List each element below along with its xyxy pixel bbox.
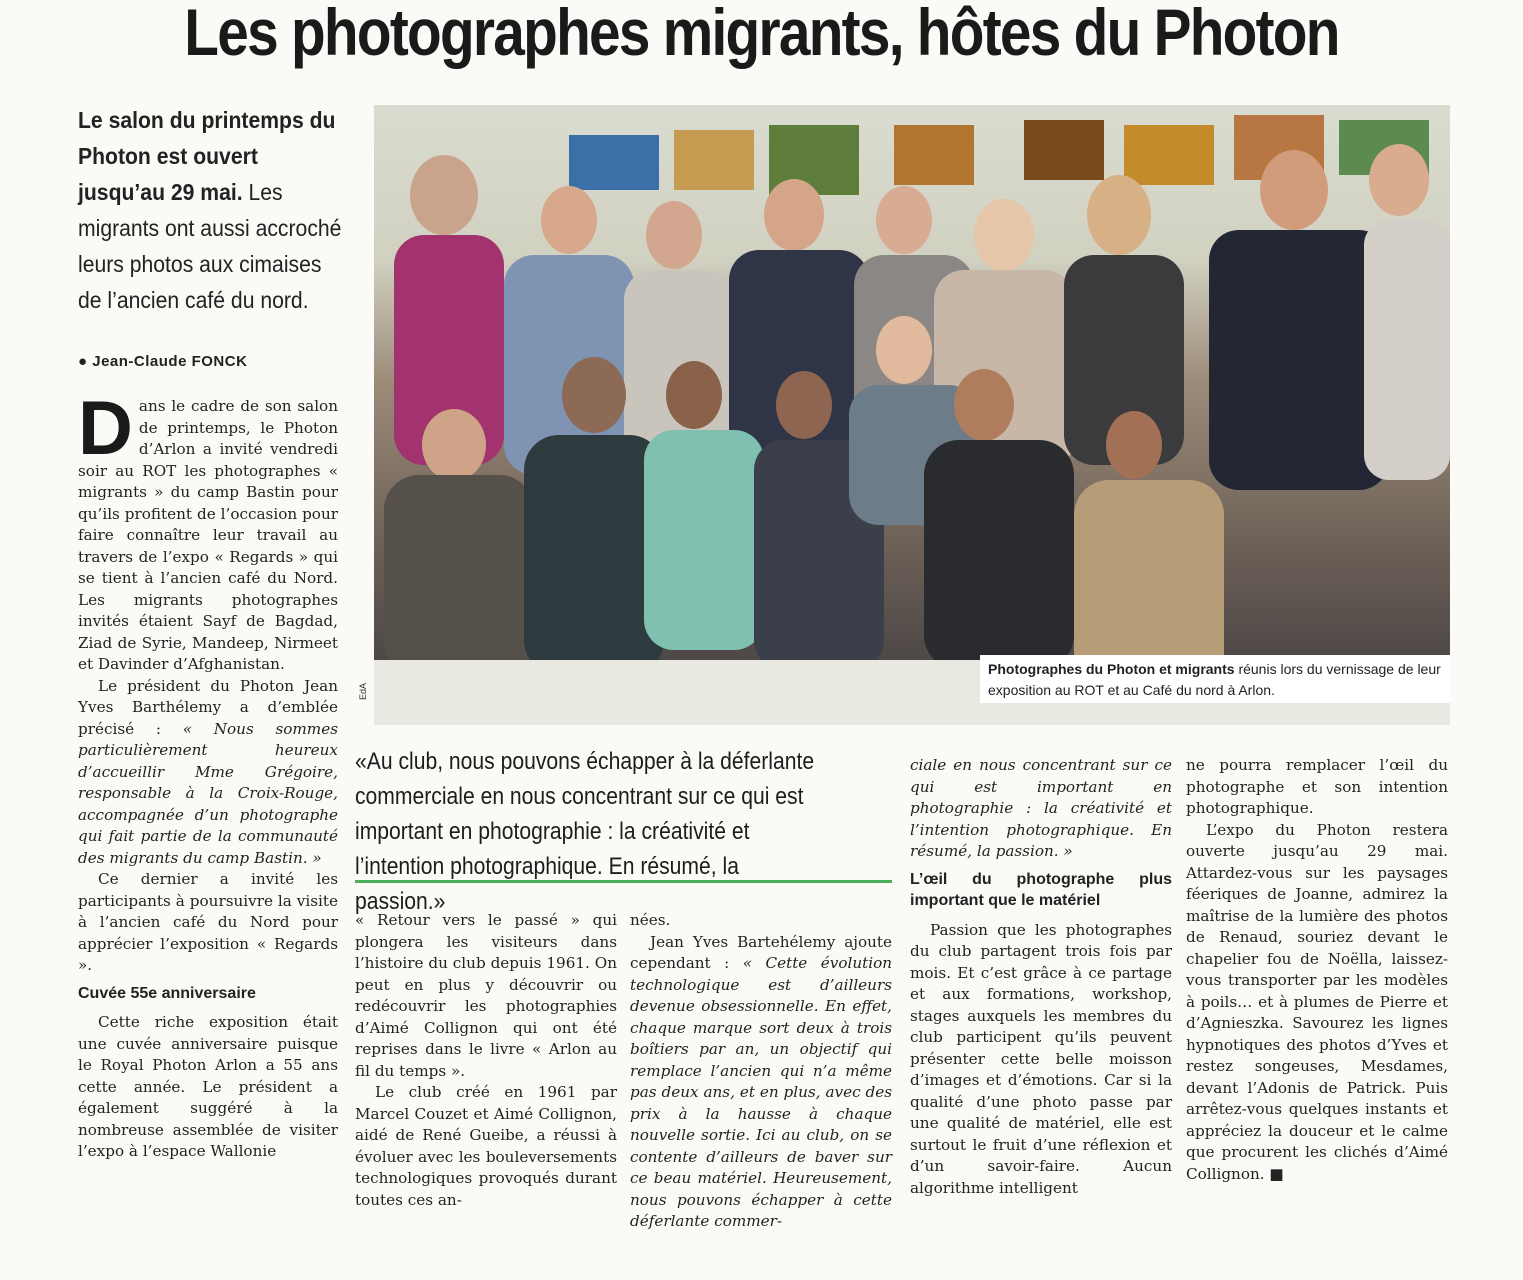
caption-text: réunis lors du vernissage de leur exposition au ROT et au Café du nord à Arlon. — [988, 661, 1441, 698]
column-1 — [78, 386, 338, 1163]
byline: ● Jean-Claude FONCK — [78, 353, 248, 370]
lead-text: Les migrants ont aussi accroché leurs photos aux cimaises de l’ancien café du nord. — [78, 179, 342, 313]
lead-paragraph — [78, 102, 345, 318]
col1-paragraph-2 — [78, 676, 338, 870]
subhead-oeil: L’œil du photographe plus important que le matériel — [910, 870, 1172, 909]
col2-paragraph-1: « Retour vers le passé » qui plongera les visiteurs dans l’histoire du club depuis 1961. On peut en plus y découvrir ou redécouvrir les photographies d’Aimé Collignon qui ont été reprises dans le livre « Arlon au fil du temps ». — [355, 911, 617, 1080]
column-4 — [910, 755, 1172, 1199]
subhead-cuvee: Cuvée 55e anniversaire — [78, 984, 256, 1002]
lead-bold: Le salon du printemps du Photon est ouvert jusqu’au 29 mai. — [78, 107, 336, 205]
col3-paragraph-1-quote: « Cette évolution technologique est d’ailleurs devenue obsessionnelle. En effet, chaque marque sort deux à trois boîtiers par an, un objectif qui remplace l’ancien qui n’a même pas deux ans, et en plus, avec des prix à la hausse à chaque nouvelle sortie. Ici au club, on se contente d’ailleurs de baver sur ce beau matériel. Heureusement, nous pouvons échapper à cette déferlante commer- — [630, 954, 892, 1230]
col1-paragraph-4: Cette riche exposition était une cuvée anniversaire puisque le Royal Photon Arlon a 55 ans cette année. Le président a également suggéré à la nombreuse assemblée de visiter l’expo à l’espace Wallonie — [78, 1013, 338, 1160]
column-3 — [630, 910, 892, 1233]
col2-paragraph-2: Le club créé en 1961 par Marcel Couzet et Aimé Collignon, aidé de René Gueibe, a réussi à évoluer avec les bouleversements technologiques provoqués durant toutes ces an- — [355, 1083, 617, 1209]
col4-paragraph-1: Passion que les photographes du club partagent trois fois par mois. Et c’est grâce à ce partage et aux formations, workshop, stages auxquels les membres du club participent qu’ils peuvent présenter cette belle moisson d’images et d’émotions. Car si la qualité d’une photo passe par une qualité de matériel, elle est surtout le fruit d’une réflexion et d’un savoir-faire. Aucun algorithme intelligent — [910, 920, 1172, 1197]
col5-paragraph-1: L’expo du Photon restera ouverte jusqu’au 29 mai. Attardez-vous sur les paysages féeriques de Joanne, admirez la maîtrise de la lumière des photos de Renaud, souriez devant le chapelier fou de Noëlla, laissez-vous transporter par les modèles à poils… et à plumes de Pierre et d’Agnieszka. Savourez les lignes hypnotiques des photos d’Yves et restez songeuses, Mesdames, devant l’Adonis de Patrick. Puis arrêtez-vous quelques instants et appréciez la douceur et le calme que procurent les clichés d’Aimé Collignon. ■ — [1186, 820, 1448, 1183]
col1-paragraph-3: Ce dernier a invité les participants à poursuivre la visite à l’ancien café du Nord pour apprécier l’exposition « Regards ». — [78, 870, 338, 974]
photo-credit: EdA — [358, 682, 368, 700]
col3-paragraph-0: nées. — [630, 911, 671, 929]
col4-paragraph-0: ciale en nous concentrant sur ce qui est important en photographie : la créativité et l’intention photographique. En résumé, la passion. » — [910, 756, 1172, 860]
drop-cap: D — [78, 386, 133, 471]
col5-paragraph-0: ne pourra remplacer l’œil du photographe et son intention photographique. — [1186, 756, 1448, 817]
caption-bold: Photographes du Photon et migrants — [988, 661, 1235, 677]
column-5 — [1186, 755, 1448, 1185]
col1-paragraph-2-text: Le président du Photon Jean Yves Barthélemy a d’emblée précisé : — [78, 676, 338, 738]
col3-paragraph-1-text: Jean Yves Bartehélemy ajoute cependant : — [630, 932, 892, 972]
pull-quote: «Au club, nous pouvons échapper à la déferlante commerciale en nous concentrant sur ce qui est important en photographie : la créativité et l’intention photographique. En résumé, la passion.» — [355, 748, 815, 915]
group-photo — [374, 105, 1450, 725]
col3-paragraph-1 — [630, 932, 892, 1233]
group-photo-illustration — [374, 105, 1450, 725]
col1-paragraph-2-quote: « Nous sommes particulièrement heureux d’accueillir Mme Grégoire, responsable à la Croix-Rouge, accompagnée d’un photographe qui fait partie de la communauté des migrants du camp Bastin. » — [78, 719, 338, 867]
headline: Les photographes migrants, hôtes du Photon — [184, 0, 1339, 69]
photo-caption — [980, 655, 1450, 703]
column-2 — [355, 910, 617, 1211]
col1-paragraph-1: ans le cadre de son salon de printemps, le Photon d’Arlon a invité vendredi soir au ROT les photographes « migrants » du camp Bastin pour qu’ils profitent de l’occasion pour faire connaître leur travail au travers de l’expo « Regards » qui se tient à l’ancien café du Nord. Les migrants photographes invités étaient Sayf de Bagdad, Ziad de Syrie, Mandeep, Nirmeet et Davinder d’Afghanistan. — [78, 397, 338, 673]
pull-quote-rule — [355, 880, 892, 883]
